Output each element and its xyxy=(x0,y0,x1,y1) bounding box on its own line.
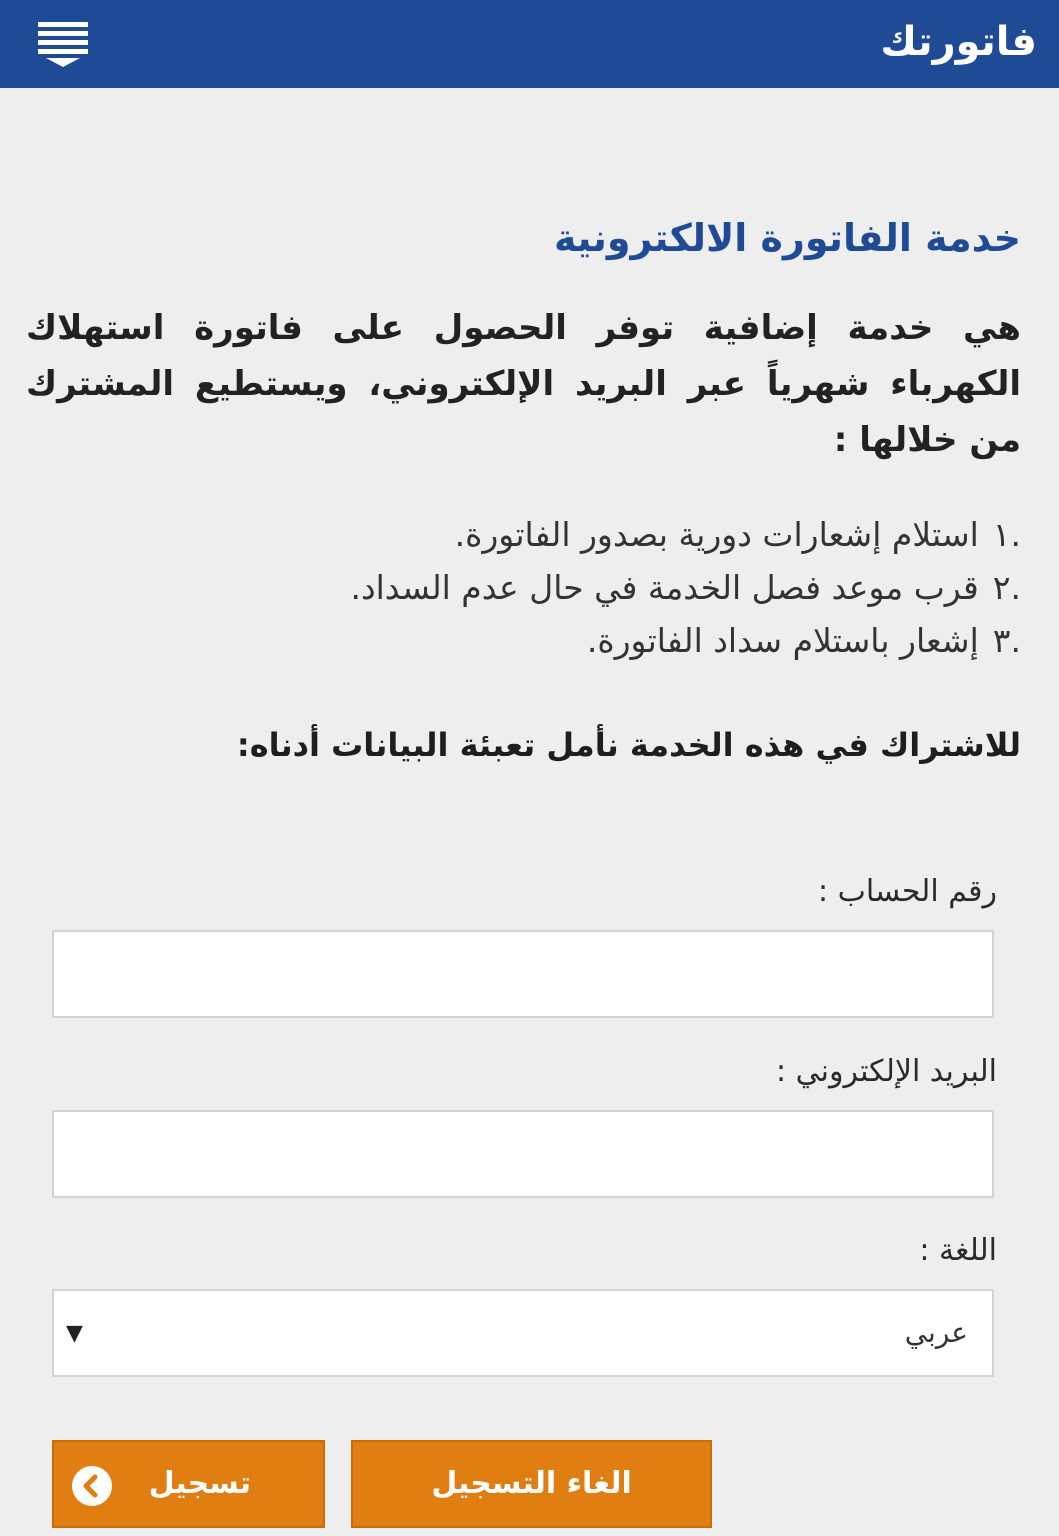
subscribe-prompt: للاشتراك في هذه الخدمة نأمل تعبئة البيانات أدناه: xyxy=(236,726,1021,764)
email-input[interactable] xyxy=(52,1110,994,1198)
list-item-text: إشعار باستلام سداد الفاتورة. xyxy=(586,621,979,660)
list-item-number: .٢ xyxy=(992,568,1021,607)
app-header xyxy=(0,0,1059,88)
language-select[interactable] xyxy=(52,1289,994,1377)
feature-list xyxy=(26,508,1021,667)
language-label: اللغة : xyxy=(919,1233,997,1268)
cancel-registration-button-label: الغاء التسجيل xyxy=(431,1466,632,1501)
dropdown-arrow-icon: ▼ xyxy=(66,1321,83,1346)
arrow-left-icon xyxy=(72,1466,112,1506)
account-number-label: رقم الحساب : xyxy=(818,874,997,909)
list-item-text: استلام إشعارات دورية بصدور الفاتورة. xyxy=(454,515,979,554)
register-button[interactable] xyxy=(52,1440,325,1528)
service-description: هي خدمة إضافية توفر الحصول على فاتورة استهلاك الكهرباء شهرياً عبر البريد الإلكتروني، ويستطيع المشترك من خلالها : xyxy=(26,308,1021,460)
list-item-number: .٣ xyxy=(992,621,1021,660)
list-item-text: قرب موعد فصل الخدمة في حال عدم السداد. xyxy=(350,568,979,607)
page-title: خدمة الفاتورة الالكترونية xyxy=(554,216,1021,260)
cancel-registration-button[interactable] xyxy=(351,1440,712,1528)
email-label: البريد الإلكتروني : xyxy=(776,1054,997,1089)
menu-icon[interactable] xyxy=(36,20,92,70)
app-brand: فاتورتك xyxy=(880,19,1037,65)
list-item-number: .١ xyxy=(992,515,1021,554)
list-item xyxy=(26,614,1021,667)
account-number-input[interactable] xyxy=(52,930,994,1018)
list-item xyxy=(26,561,1021,614)
register-button-label: تسجيل xyxy=(148,1466,251,1501)
list-item xyxy=(26,508,1021,561)
language-selected-value: عربي xyxy=(904,1316,968,1349)
